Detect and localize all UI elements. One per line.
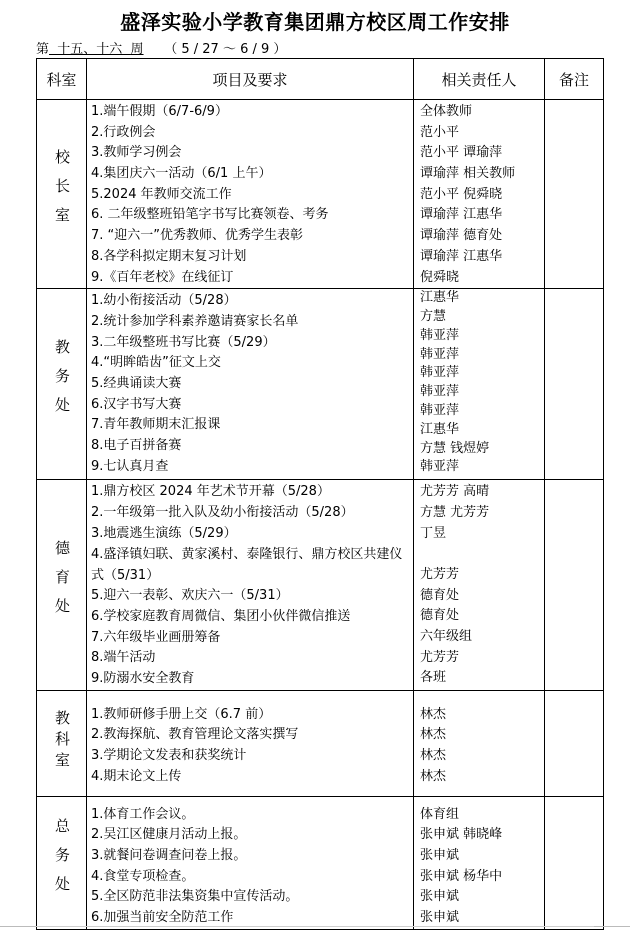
item-line: 6.学校家庭教育周微信、集团小伙伴微信推送 <box>91 608 351 624</box>
page-corner-right <box>594 926 630 933</box>
resp-cell <box>414 480 545 691</box>
item-line: 3.学期论文发表和获奖统计 <box>91 748 247 764</box>
item-line: 7. “迎六一”优秀教师、优秀学生表彰 <box>91 228 304 244</box>
item-line: 2.一年级第一批入队及幼小衔接活动（5/28） <box>91 504 354 520</box>
item-line: 1.端午假期（6/7-6/9） <box>91 104 228 119</box>
item-line: 5.全区防范非法集资集中宣传活动。 <box>91 889 299 905</box>
item-line: 3.就餐问卷调查问卷上报。 <box>91 848 247 864</box>
item-line: 2.行政例会 <box>91 124 156 140</box>
page-bottom-rule <box>0 926 630 927</box>
items-cell <box>87 100 414 289</box>
schedule-body <box>37 100 604 930</box>
resp-line: 范小平 谭瑜萍 <box>420 145 503 161</box>
resp-cell <box>414 100 545 289</box>
page-title: 盛泽实验小学教育集团鼎方校区周工作安排 <box>120 10 510 34</box>
dept-label: 德育处 <box>53 539 71 627</box>
item-line: 8.电子百拼备赛 <box>91 438 182 453</box>
week-line <box>36 38 286 57</box>
resp-line: 林杰 <box>420 727 447 743</box>
item-line: 5.迎六一表彰、欢庆六一（5/31） <box>91 588 289 604</box>
dept-cell <box>37 796 87 929</box>
resp-line: 六年级组 <box>420 629 473 644</box>
item-line: 6. 二年级整班铅笔字书写比赛领卷、考务 <box>91 207 329 223</box>
resp-line: 体育组 <box>420 806 460 822</box>
resp-cell <box>414 289 545 480</box>
section-row <box>37 690 604 796</box>
dept-cell <box>37 100 87 289</box>
item-line: 9.七认真月查 <box>91 458 169 474</box>
resp-line: 丁昱 <box>420 525 447 541</box>
resp-line: 林杰 <box>420 748 447 764</box>
item-line: 2.教海探航、教育管理论文落实撰写 <box>91 727 299 743</box>
item-line: 6.汉字书写大赛 <box>91 396 182 412</box>
item-line: 4.食堂专项检查。 <box>91 868 195 884</box>
item-line: 1.教师研修手册上交（6.7 前） <box>91 706 272 722</box>
item-line: 7.青年教师期末汇报课 <box>91 417 221 433</box>
week-prefix: 第 <box>36 42 50 57</box>
resp-line: 尤芳芳 <box>420 566 460 582</box>
section-row <box>37 480 604 691</box>
item-line: 3.二年级整班书写比赛（5/29） <box>91 334 276 350</box>
resp-line: 林杰 <box>420 768 447 784</box>
resp-line: 林杰 <box>420 706 447 722</box>
section-row <box>37 796 604 929</box>
header-dept: 科室 <box>37 59 87 100</box>
resp-line: 尤芳芳 高晴 <box>420 484 490 500</box>
resp-line: 韩亚萍 <box>420 365 460 381</box>
resp-line: 方慧 <box>420 308 447 324</box>
resp-line: 江惠华 <box>420 290 460 306</box>
resp-line: 方慧 钱煜婷 <box>420 440 490 456</box>
dept-cell <box>37 480 87 691</box>
note-cell <box>545 289 604 480</box>
item-line: 4.盛泽镇妇联、黄家溪村、泰隆银行、鼎方校区共建仪式（5/31） <box>91 547 403 584</box>
resp-line: 韩亚萍 <box>420 459 460 475</box>
items-cell <box>87 480 414 691</box>
dept-label: 总务处 <box>53 817 71 905</box>
resp-line: 江惠华 <box>420 421 460 437</box>
dept-cell <box>37 289 87 480</box>
item-line: 4.期末论文上传 <box>91 768 182 784</box>
item-line: 6.加强当前安全防范工作 <box>91 910 234 926</box>
item-line: 3.教师学习例会 <box>91 145 182 161</box>
resp-line: 谭瑜萍 江惠华 <box>420 207 503 223</box>
note-cell <box>545 690 604 796</box>
item-line: 8.各学科拟定期末复习计划 <box>91 248 247 264</box>
item-line: 1.体育工作会议。 <box>91 806 195 822</box>
item-line: 3.地震逃生演练（5/29） <box>91 525 237 541</box>
items-cell <box>87 289 414 480</box>
section-row <box>37 289 604 480</box>
note-cell <box>545 100 604 289</box>
date-range: （ 5 / 27 〜 6 / 9 ） <box>164 42 287 57</box>
resp-line: 谭瑜萍 江惠华 <box>420 248 503 264</box>
resp-line: 韩亚萍 <box>420 346 460 362</box>
resp-line <box>414 544 544 565</box>
item-line: 9.防溺水安全教育 <box>91 671 195 686</box>
week-numbers: 十五、十六 <box>49 42 131 57</box>
header-resp: 相关责任人 <box>414 59 545 100</box>
resp-line: 方慧 尤芳芳 <box>420 504 490 520</box>
items-cell <box>87 796 414 929</box>
dept-label: 教科室 <box>53 710 71 774</box>
header-items: 项目及要求 <box>87 59 414 100</box>
item-line: 2.吴江区健康月活动上报。 <box>91 827 247 843</box>
resp-line: 尤芳芳 <box>420 649 460 665</box>
item-line: 4.“明眸皓齿”征文上交 <box>91 355 221 371</box>
resp-line: 张申斌 <box>420 889 460 905</box>
note-cell <box>545 796 604 929</box>
resp-line: 张申斌 杨华中 <box>420 868 503 884</box>
resp-line: 德育处 <box>420 608 460 624</box>
page-corner-left <box>0 926 36 933</box>
resp-line: 德育处 <box>420 587 460 603</box>
resp-line: 张申斌 <box>420 910 460 926</box>
resp-cell <box>414 796 545 929</box>
dept-label: 教务处 <box>53 339 71 427</box>
item-line: 9.《百年老校》在线征订 <box>91 269 234 285</box>
resp-line: 各班 <box>420 670 447 686</box>
header-note: 备注 <box>545 59 604 100</box>
dept-label: 校长室 <box>53 149 71 237</box>
resp-cell <box>414 690 545 796</box>
item-line: 7.六年级毕业画册筹备 <box>91 629 221 645</box>
note-cell <box>545 480 604 691</box>
dept-cell <box>37 690 87 796</box>
item-line: 2.统计参加学科素养邀请赛家长名单 <box>91 313 299 329</box>
resp-line: 张申斌 <box>420 848 460 864</box>
item-line: 5.2024 年教师交流工作 <box>91 186 232 202</box>
resp-line: 倪舜晓 <box>420 269 460 285</box>
resp-line: 谭瑜萍 德育处 <box>420 228 503 244</box>
resp-line: 韩亚萍 <box>420 384 460 400</box>
week-suffix: 周 <box>130 42 144 57</box>
resp-line: 范小平 <box>420 124 460 140</box>
resp-line: 韩亚萍 <box>420 402 460 418</box>
item-line: 5.经典诵读大赛 <box>91 375 182 391</box>
resp-line: 全体教师 <box>420 104 473 119</box>
resp-line: 谭瑜萍 相关教师 <box>420 166 516 182</box>
schedule-table <box>36 58 604 930</box>
resp-line: 韩亚萍 <box>420 327 460 343</box>
resp-line: 范小平 倪舜晓 <box>420 186 503 202</box>
item-line: 1.鼎方校区 2024 年艺术节开幕（5/28） <box>91 484 330 500</box>
section-row <box>37 100 604 289</box>
items-cell <box>87 690 414 796</box>
item-line: 8.端午活动 <box>91 650 156 666</box>
header-row <box>37 59 604 100</box>
item-line: 4.集团庆六一活动（6/1 上午） <box>91 166 272 182</box>
item-line: 1.幼小衔接活动（5/28） <box>91 293 237 309</box>
resp-line: 张申斌 韩晓峰 <box>420 827 503 843</box>
